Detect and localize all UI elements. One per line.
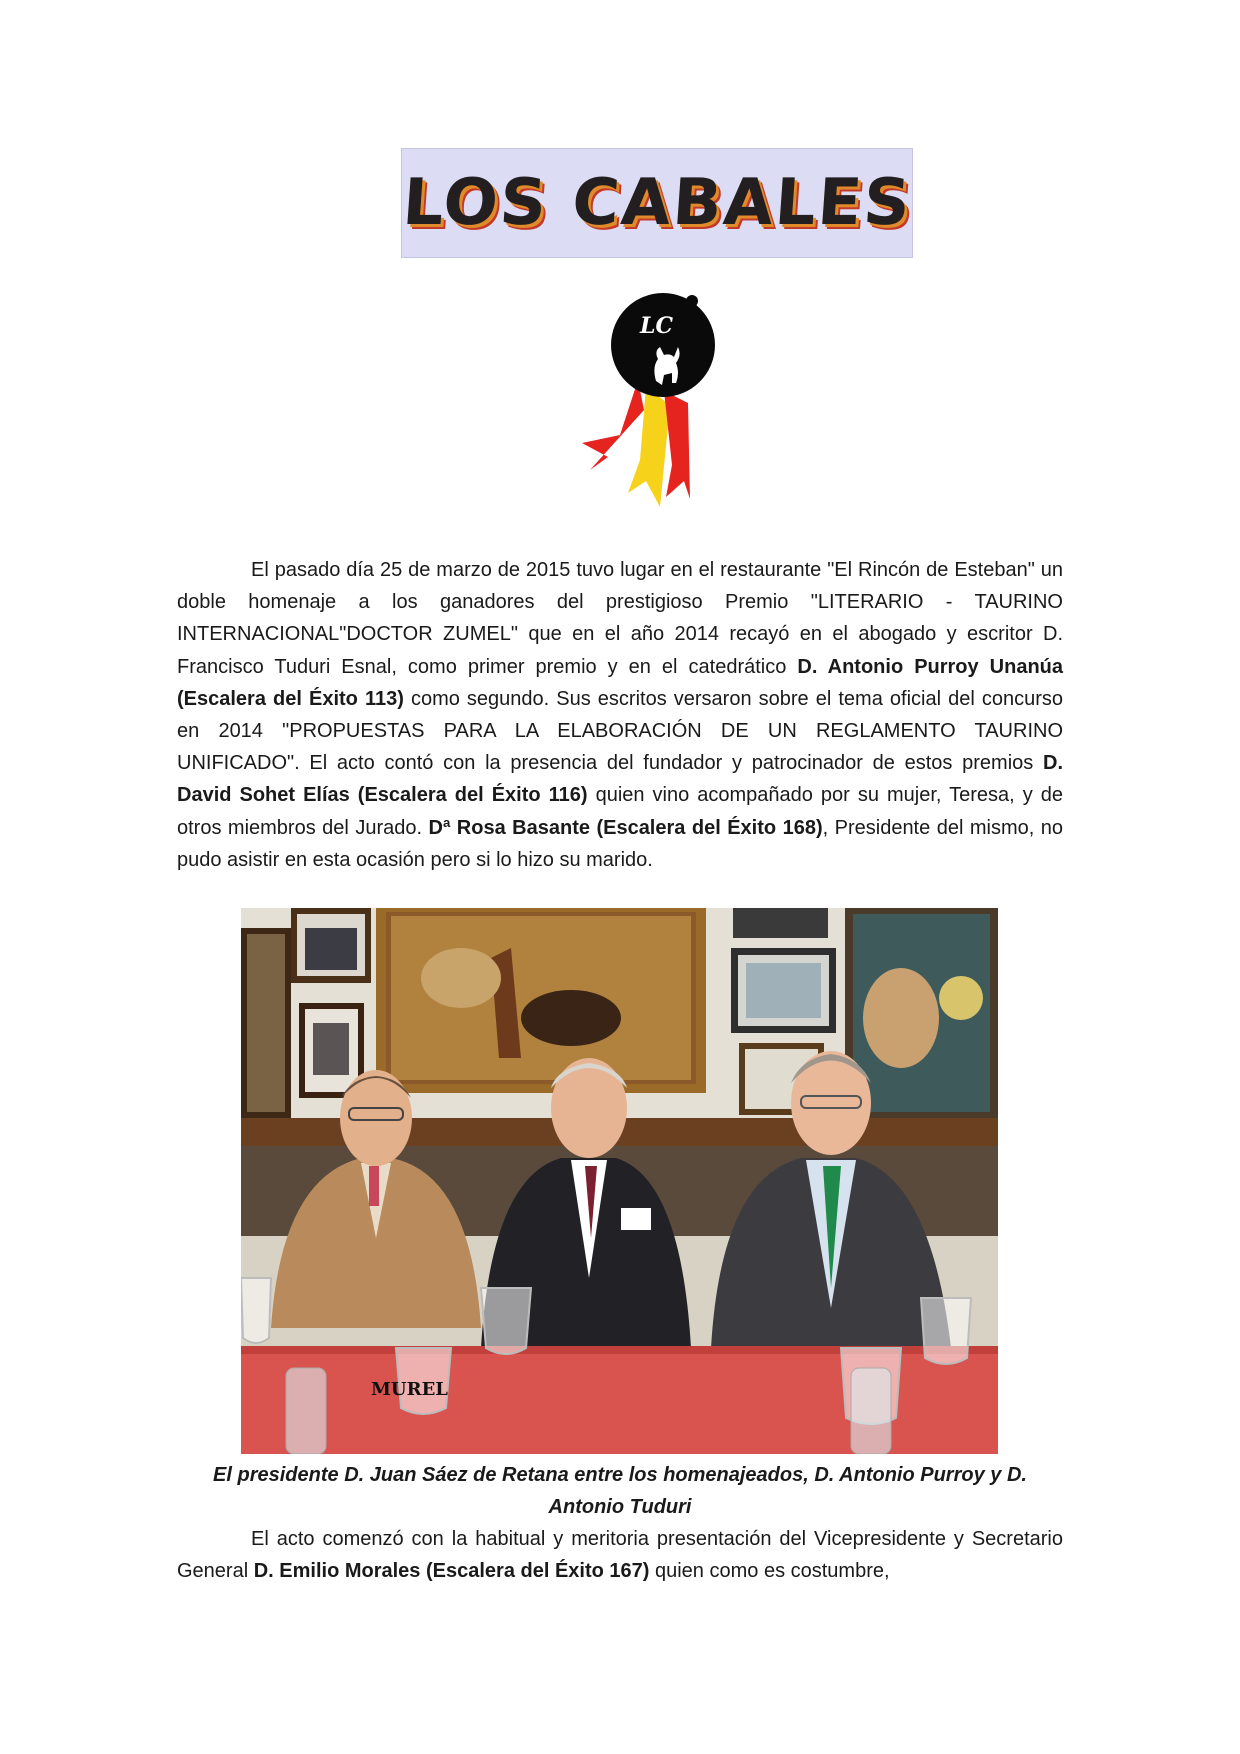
p1-seg-1: D. Antonio Purroy Unanúa (Escalera del Éxito 113) xyxy=(177,655,1064,710)
article-paragraph-2 xyxy=(177,1523,1063,1587)
masthead-title: LOS CABALES xyxy=(400,166,914,240)
p1-seg-3: D. David Sohet Elías (Escalera del Éxito 116) xyxy=(177,752,1063,807)
ribbon-red-right xyxy=(664,391,690,499)
medallion-dot xyxy=(686,295,698,307)
medallion-circle xyxy=(611,293,715,397)
p2-seg-1: D. Emilio Morales (Escalera del Éxito 167) xyxy=(253,1560,650,1583)
club-emblem xyxy=(580,285,740,510)
p1-seg-2: como segundo. Sus escritos versaron sobre el tema oficial del concurso en 2014 "PROPUESTAS PARA LA ELABORACIÓN DE UN REGLAMENTO TAURINO UNIFICADO". El acto contó con la presencia del fundador y patrocinador de estos premios xyxy=(177,687,1063,775)
ribbon-red-left xyxy=(582,380,644,470)
article-paragraph-1 xyxy=(177,554,1063,876)
three-men-at-table-photo xyxy=(241,908,998,1454)
bull-ribbon-emblem-icon xyxy=(580,285,740,510)
p2-seg-2: quien como es costumbre, xyxy=(649,1560,890,1583)
p2-seg-0: El acto comenzó con la habitual y meritoria presentación del Vicepresidente y Secretario General xyxy=(177,1528,1063,1583)
p1-seg-6: , Presidente del mismo, no pudo asistir en esta ocasión pero si lo hizo su marido. xyxy=(177,816,1063,871)
p1-seg-0: El pasado día 25 de marzo de 2015 tuvo lugar en el restaurante "El Rincón de Esteban" un doble homenaje a los ganadores del prestigioso Premio "LITERARIO - TAURINO INTERNACIONAL"DOCTOR ZUMEL" que en el año 2014 recayó en el abogado y escritor D. Francisco Tuduri Esnal, como primer premio y en el catedrático xyxy=(177,559,1063,678)
p1-seg-4: quien vino acompañado por su mujer, Teresa, y de otros miembros del Jurado. xyxy=(177,784,1063,839)
emblem-initials: LC xyxy=(640,313,673,339)
masthead-banner xyxy=(401,148,913,258)
event-photo xyxy=(241,908,998,1454)
photo-caption: El presidente D. Juan Sáez de Retana entre los homenajeados, D. Antonio Purroy y D. Antonio Tuduri xyxy=(213,1464,1027,1518)
p1-seg-5: Dª Rosa Basante (Escalera del Éxito 168) xyxy=(428,816,823,839)
photo-watermark: MUREL xyxy=(371,1379,448,1400)
